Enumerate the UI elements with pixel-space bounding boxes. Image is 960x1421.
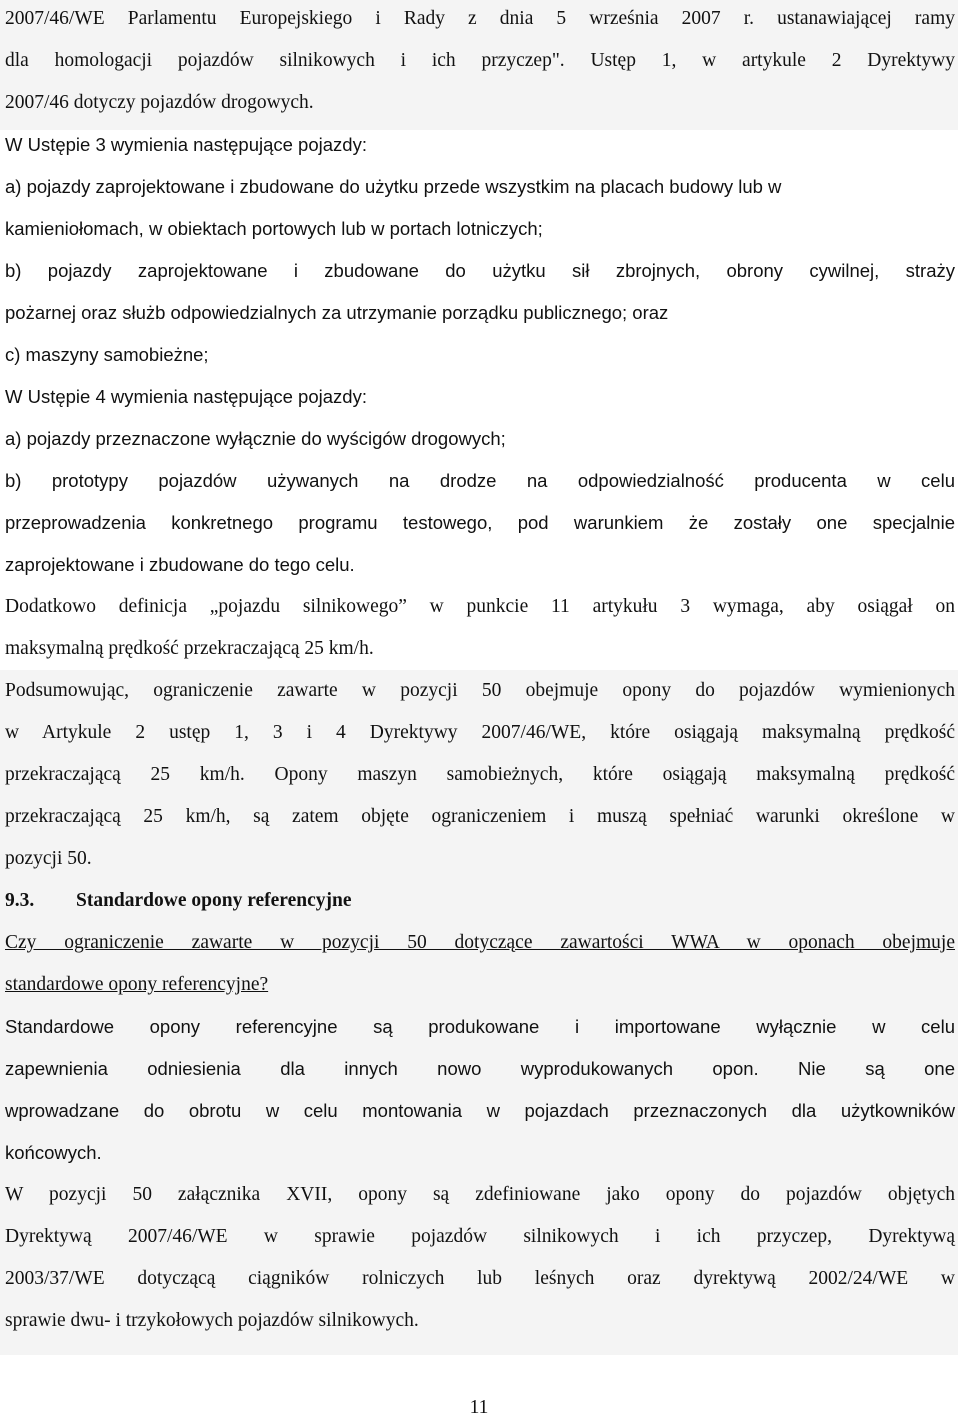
text-line: maksymalną prędkość przekraczającą 25 km/h. [5, 638, 374, 659]
text-line: przeprowadzenia konkretnego programu testowego, pod warunkiem że zostały one specjalnie [5, 512, 955, 533]
text-line: zapewnienia odniesienia dla innych nowo wyprodukowanych opon. Nie są one [5, 1058, 955, 1079]
text-line: c) maszyny samobieżne; [5, 344, 209, 365]
text-line: a) pojazdy przeznaczone wyłącznie do wyścigów drogowych; [5, 428, 506, 449]
text-line: końcowych. [5, 1142, 102, 1163]
page-number: 11 [469, 1397, 489, 1418]
text-line: kamieniołomach, w obiektach portowych lub w portach lotniczych; [5, 218, 543, 239]
text-line: pozycji 50. [5, 848, 92, 869]
text-line: W pozycji 50 załącznika XVII, opony są zdefiniowane jako opony do pojazdów objętych [5, 1184, 955, 1205]
section-number: 9.3. [5, 890, 35, 911]
text-line: Dyrektywą 2007/46/WE w sprawie pojazdów silnikowych i ich przyczep, Dyrektywą [5, 1226, 955, 1247]
text-line: W Ustępie 3 wymienia następujące pojazdy: [5, 134, 367, 155]
text-line: b) pojazdy zaprojektowane i zbudowane do użytku sił zbrojnych, obrony cywilnej, straży [5, 260, 955, 281]
text-line: zaprojektowane i zbudowane do tego celu. [5, 554, 355, 575]
text-line: Dodatkowo definicja „pojazdu silnikowego” w punkcie 11 artykułu 3 wymaga, aby osiągał on [5, 596, 955, 617]
text-line: b) prototypy pojazdów używanych na drodze na odpowiedzialność producenta w celu [5, 470, 955, 491]
section-title: Standardowe opony referencyjne [76, 890, 352, 911]
text-line: w Artykule 2 ustęp 1, 3 i 4 Dyrektywy 2007/46/WE, które osiągają maksymalną prędkość [5, 722, 955, 743]
question-line: Czy ograniczenie zawarte w pozycji 50 dotyczące zawartości WWA w oponach obejmuje [5, 932, 955, 953]
text-line: przekraczającą 25 km/h, są zatem objęte ograniczeniem i muszą spełniać warunki określone w [5, 806, 955, 827]
text-line: 2007/46/WE Parlamentu Europejskiego i Rady z dnia 5 września 2007 r. ustanawiającej ramy [5, 8, 955, 29]
text-line: Podsumowując, ograniczenie zawarte w pozycji 50 obejmuje opony do pojazdów wymienionych [5, 680, 955, 701]
text-line: sprawie dwu- i trzykołowych pojazdów silnikowych. [5, 1310, 419, 1331]
text-line: Standardowe opony referencyjne są produkowane i importowane wyłącznie w celu [5, 1016, 955, 1037]
text-line: 2007/46 dotyczy pojazdów drogowych. [5, 92, 314, 113]
text-line: W Ustępie 4 wymienia następujące pojazdy: [5, 386, 367, 407]
text-line: przekraczającą 25 km/h. Opony maszyn samobieżnych, które osiągają maksymalną prędkość [5, 764, 955, 785]
text-line: dla homologacji pojazdów silnikowych i ich przyczep". Ustęp 1, w artykule 2 Dyrektywy [5, 50, 955, 71]
text-line: wprowadzane do obrotu w celu montowania w pojazdach przeznaczonych dla użytkowników [5, 1100, 955, 1121]
text-line: pożarnej oraz służb odpowiedzialnych za utrzymanie porządku publicznego; oraz [5, 302, 669, 323]
text-line: a) pojazdy zaprojektowane i zbudowane do użytku przede wszystkim na placach budowy lub w [5, 176, 782, 197]
text-line: 2003/37/WE dotyczącą ciągników rolniczych lub leśnych oraz dyrektywą 2002/24/WE w [5, 1268, 955, 1289]
question-line: standardowe opony referencyjne? [5, 974, 269, 995]
